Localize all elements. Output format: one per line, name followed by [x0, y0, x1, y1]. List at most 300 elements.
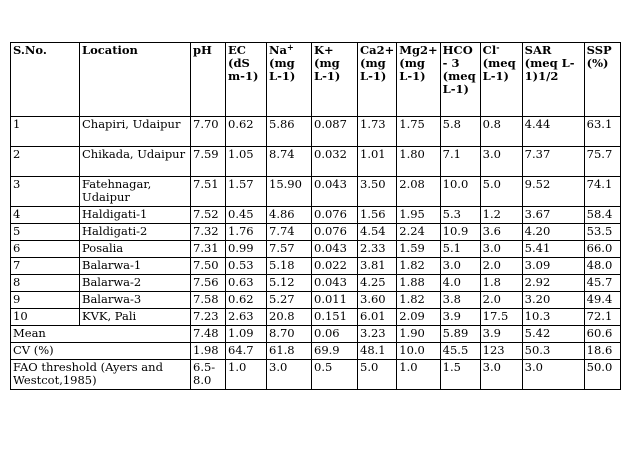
table-cell	[480, 224, 522, 241]
table-cell	[191, 241, 226, 258]
cell-value: 1.05	[228, 147, 254, 161]
table-cell	[312, 292, 358, 309]
table-row	[11, 177, 621, 207]
cell-value: 0.022	[314, 258, 347, 272]
table-cell	[312, 224, 358, 241]
header-row	[11, 43, 621, 117]
table-cell	[397, 258, 440, 275]
cell-value: 5.8	[442, 117, 461, 131]
cell-value: 1.2	[482, 207, 501, 221]
table-cell	[11, 207, 80, 224]
table-cell	[397, 275, 440, 292]
table-cell	[80, 177, 191, 207]
table-cell	[11, 292, 80, 309]
cell-value: 3	[13, 177, 21, 191]
column-header-text: SAR (meq L-1)1/2	[524, 43, 575, 83]
cell-value: 0.53	[228, 258, 254, 272]
cell-value: 3.81	[360, 258, 386, 272]
table-cell	[226, 275, 267, 292]
table-row	[11, 117, 621, 147]
table-cell	[358, 241, 397, 258]
cell-value: 2.0	[482, 292, 501, 306]
cell-value: 5	[13, 224, 21, 238]
cell-value: 1.82	[399, 292, 425, 306]
table-cell	[397, 147, 440, 177]
table-cell	[11, 309, 80, 326]
table-cell	[584, 207, 620, 224]
table-cell	[312, 241, 358, 258]
column-header	[522, 43, 584, 117]
superscript: +	[286, 42, 294, 52]
table-cell	[480, 275, 522, 292]
table-cell	[191, 292, 226, 309]
cell-value: 1.56	[360, 207, 386, 221]
table-cell	[480, 258, 522, 275]
cell-value: 5.41	[524, 241, 551, 255]
table-cell	[397, 292, 440, 309]
table-cell	[267, 360, 312, 390]
cell-value: 2.92	[524, 275, 551, 289]
cell-value: 8.70	[269, 326, 295, 340]
table-cell	[522, 224, 584, 241]
column-header-text: pH	[193, 43, 212, 57]
column-header-text: K+ (mg L-1)	[314, 43, 341, 83]
table-cell	[522, 275, 584, 292]
table-cell	[267, 224, 312, 241]
cell-value: 7.1	[442, 147, 461, 161]
cell-value: 1.98	[193, 343, 219, 357]
cell-value: KVK, Pali	[82, 309, 137, 323]
table-cell	[440, 147, 480, 177]
cell-value: 5.3	[442, 207, 461, 221]
cell-value: 7.58	[193, 292, 219, 306]
cell-value: 4.54	[360, 224, 386, 238]
column-header	[480, 43, 522, 117]
cell-value: 10.0	[442, 177, 469, 191]
column-header-text: Mg2+ (mg L-1)	[399, 43, 438, 83]
cell-value: 1.76	[228, 224, 254, 238]
cell-value: 3.0	[482, 360, 501, 374]
cell-value: 0.62	[228, 117, 254, 131]
table-cell	[440, 275, 480, 292]
table-cell	[397, 207, 440, 224]
table-cell	[191, 343, 226, 360]
table-cell	[80, 147, 191, 177]
cell-value: 2.08	[399, 177, 425, 191]
cell-value: 2	[13, 147, 21, 161]
table-cell	[584, 292, 620, 309]
table-cell	[584, 147, 620, 177]
table-cell	[440, 258, 480, 275]
cell-value: 3.8	[442, 292, 461, 306]
table-cell	[358, 177, 397, 207]
cell-value: 5.42	[524, 326, 551, 340]
cell-value: 3.9	[442, 309, 461, 323]
cell-value: 7.52	[193, 207, 219, 221]
table-cell	[191, 258, 226, 275]
cell-value: 5.1	[442, 241, 461, 255]
summary-row	[11, 343, 621, 360]
cell-value: 1.0	[399, 360, 418, 374]
cell-value: 48.0	[586, 258, 613, 272]
cell-value: 74.1	[586, 177, 613, 191]
cell-value: 8.74	[269, 147, 295, 161]
cell-value: 50.0	[586, 360, 613, 374]
table-cell	[11, 117, 80, 147]
table-cell	[267, 343, 312, 360]
summary-row	[11, 326, 621, 343]
column-header	[267, 43, 312, 117]
cell-value: 0.076	[314, 207, 347, 221]
table-cell	[440, 343, 480, 360]
cell-value: 6.5-8.0	[193, 360, 216, 387]
table-cell	[80, 117, 191, 147]
cell-value: 5.86	[269, 117, 295, 131]
table-cell	[358, 147, 397, 177]
table-cell	[440, 117, 480, 147]
cell-value: 0.45	[228, 207, 254, 221]
table-row	[11, 241, 621, 258]
table-cell	[226, 258, 267, 275]
column-header	[358, 43, 397, 117]
cell-value: 53.5	[586, 224, 613, 238]
table-cell	[397, 309, 440, 326]
cell-value: 1.90	[399, 326, 425, 340]
table-cell	[226, 117, 267, 147]
table-cell	[522, 309, 584, 326]
cell-value: 1.73	[360, 117, 386, 131]
column-header	[80, 43, 191, 117]
column-header-text: S.No.	[13, 43, 47, 57]
cell-value: 1.57	[228, 177, 254, 191]
table-cell	[522, 117, 584, 147]
column-header-text: Cl	[482, 43, 497, 57]
table-cell	[397, 360, 440, 390]
table-cell	[480, 360, 522, 390]
water-quality-table	[10, 42, 621, 390]
table-cell	[267, 147, 312, 177]
table-cell	[226, 241, 267, 258]
cell-value: 3.23	[360, 326, 386, 340]
column-header-text: HCO - 3 (meq L-1)	[442, 43, 476, 96]
table-cell	[267, 258, 312, 275]
cell-value: 3.50	[360, 177, 386, 191]
table-cell	[358, 258, 397, 275]
table-row	[11, 258, 621, 275]
table-cell	[80, 258, 191, 275]
cell-value: 2.09	[399, 309, 425, 323]
table-cell	[440, 309, 480, 326]
cell-value: 7.74	[269, 224, 295, 238]
table-cell	[480, 309, 522, 326]
cell-value: 1.5	[442, 360, 461, 374]
cell-value: 1.75	[399, 117, 425, 131]
table-cell	[80, 224, 191, 241]
table-cell	[480, 207, 522, 224]
cell-value: 3.67	[524, 207, 551, 221]
table-cell	[584, 258, 620, 275]
table-cell	[312, 207, 358, 224]
table-cell	[11, 258, 80, 275]
table-row	[11, 275, 621, 292]
cell-value: 45.7	[586, 275, 613, 289]
table-cell	[226, 326, 267, 343]
table-cell	[267, 275, 312, 292]
table-cell	[358, 224, 397, 241]
summary-label-text: Mean	[13, 326, 46, 340]
cell-value: 0.043	[314, 177, 347, 191]
table-cell	[267, 117, 312, 147]
table-cell	[358, 326, 397, 343]
cell-value: 0.076	[314, 224, 347, 238]
table-cell	[358, 292, 397, 309]
cell-value: 3.0	[482, 241, 501, 255]
table-cell	[480, 177, 522, 207]
table-cell	[226, 207, 267, 224]
table-cell	[522, 147, 584, 177]
cell-value: 2.0	[482, 258, 501, 272]
cell-value: 4.0	[442, 275, 461, 289]
table-cell	[226, 147, 267, 177]
summary-row	[11, 360, 621, 390]
cell-value: 0.5	[314, 360, 333, 374]
table-cell	[191, 360, 226, 390]
cell-value: 1.01	[360, 147, 386, 161]
cell-value: 0.99	[228, 241, 254, 255]
table-cell	[440, 292, 480, 309]
table-cell	[267, 177, 312, 207]
cell-value: 6	[13, 241, 21, 255]
table-cell	[440, 326, 480, 343]
table-cell	[226, 177, 267, 207]
cell-value: Posalia	[82, 241, 124, 255]
table-cell	[11, 275, 80, 292]
table-cell	[480, 326, 522, 343]
cell-value: 20.8	[269, 309, 295, 323]
table-cell	[522, 292, 584, 309]
cell-value: 5.27	[269, 292, 295, 306]
table-cell	[440, 241, 480, 258]
cell-value: 2.24	[399, 224, 425, 238]
table-cell	[358, 343, 397, 360]
cell-value: 1.8	[482, 275, 501, 289]
cell-value: 10.0	[399, 343, 425, 357]
table-cell	[191, 224, 226, 241]
cell-value: 10	[13, 309, 28, 323]
cell-value: 0.032	[314, 147, 347, 161]
table-cell	[267, 309, 312, 326]
table-cell	[480, 241, 522, 258]
table-cell	[584, 224, 620, 241]
cell-value: 0.8	[482, 117, 501, 131]
table-cell	[440, 207, 480, 224]
table-cell	[358, 117, 397, 147]
cell-value: 7.56	[193, 275, 219, 289]
table-cell	[397, 224, 440, 241]
column-header-text: EC (dS m-1)	[228, 43, 259, 83]
table-cell	[522, 360, 584, 390]
table-cell	[522, 177, 584, 207]
cell-value: 5.12	[269, 275, 295, 289]
table-cell	[80, 309, 191, 326]
table-cell	[11, 241, 80, 258]
table-cell	[522, 207, 584, 224]
cell-value: 8	[13, 275, 21, 289]
cell-value: 5.18	[269, 258, 295, 272]
cell-value: 7.57	[269, 241, 295, 255]
table-cell	[584, 275, 620, 292]
cell-value: 1.95	[399, 207, 425, 221]
table-cell	[226, 292, 267, 309]
cell-value: 3.0	[442, 258, 461, 272]
cell-value: 64.7	[228, 343, 254, 357]
cell-value: 7.51	[193, 177, 219, 191]
table-cell	[191, 147, 226, 177]
cell-value: 3.6	[482, 224, 501, 238]
table-cell	[397, 326, 440, 343]
table-row	[11, 309, 621, 326]
table-cell	[522, 326, 584, 343]
table-cell	[584, 241, 620, 258]
table-cell	[11, 177, 80, 207]
column-header	[584, 43, 620, 117]
cell-value: 1.80	[399, 147, 425, 161]
cell-value: 5.0	[360, 360, 379, 374]
cell-value: 0.151	[314, 309, 347, 323]
cell-value: 7.70	[193, 117, 219, 131]
table-cell	[522, 343, 584, 360]
cell-value: 15.90	[269, 177, 302, 191]
table-cell	[80, 292, 191, 309]
table-cell	[358, 360, 397, 390]
cell-value: 72.1	[586, 309, 613, 323]
cell-value: 3.9	[482, 326, 501, 340]
cell-value: 10.9	[442, 224, 469, 238]
table-cell	[226, 309, 267, 326]
table-cell	[312, 177, 358, 207]
table-cell	[191, 117, 226, 147]
cell-value: 10.3	[524, 309, 551, 323]
table-cell	[191, 207, 226, 224]
cell-value: 1.0	[228, 360, 247, 374]
cell-value: Chapiri, Udaipur	[82, 117, 181, 131]
cell-value: 48.1	[360, 343, 386, 357]
table-cell	[358, 309, 397, 326]
cell-value: Haldigati-2	[82, 224, 148, 238]
cell-value: 1.09	[228, 326, 254, 340]
table-cell	[80, 207, 191, 224]
table-cell	[522, 258, 584, 275]
cell-value: 5.89	[442, 326, 469, 340]
cell-value: 4.20	[524, 224, 551, 238]
table-cell	[397, 177, 440, 207]
table-cell	[191, 275, 226, 292]
table-cell	[358, 275, 397, 292]
cell-value: 75.7	[586, 147, 613, 161]
column-header-text: Ca2+ (mg L-1)	[360, 43, 395, 83]
table-cell	[11, 224, 80, 241]
table-cell	[584, 177, 620, 207]
cell-value: 0.043	[314, 241, 347, 255]
table-cell	[267, 292, 312, 309]
table-cell	[267, 326, 312, 343]
column-header	[312, 43, 358, 117]
cell-value: 0.06	[314, 326, 340, 340]
table-cell	[312, 343, 358, 360]
table-cell	[226, 360, 267, 390]
cell-value: 3.0	[482, 147, 501, 161]
cell-value: 63.1	[586, 117, 613, 131]
table-cell	[226, 343, 267, 360]
table-row	[11, 207, 621, 224]
cell-value: 17.5	[482, 309, 509, 323]
table-row	[11, 292, 621, 309]
cell-value: 7.50	[193, 258, 219, 272]
table-row	[11, 147, 621, 177]
superscript: -	[496, 42, 500, 52]
column-header-text: Na	[269, 43, 287, 57]
table-cell	[191, 326, 226, 343]
table-row	[11, 224, 621, 241]
cell-value: 2.63	[228, 309, 254, 323]
cell-value: Balarwa-2	[82, 275, 142, 289]
cell-value: 7.32	[193, 224, 219, 238]
cell-value: 61.8	[269, 343, 295, 357]
column-header	[191, 43, 226, 117]
cell-value: 7.48	[193, 326, 219, 340]
table-cell	[397, 117, 440, 147]
cell-value: Balarwa-1	[82, 258, 142, 272]
table-cell	[226, 224, 267, 241]
cell-value: 4.86	[269, 207, 295, 221]
table-cell	[584, 343, 620, 360]
cell-value: 3.20	[524, 292, 551, 306]
cell-value: 0.62	[228, 292, 254, 306]
cell-value: 49.4	[586, 292, 613, 306]
table-cell	[312, 360, 358, 390]
table-cell	[312, 258, 358, 275]
table-cell	[397, 343, 440, 360]
cell-value: 3.0	[269, 360, 288, 374]
table-cell	[191, 177, 226, 207]
cell-value: 45.5	[442, 343, 469, 357]
cell-value: Balarwa-3	[82, 292, 142, 306]
cell-value: 3.09	[524, 258, 551, 272]
column-header-unit: (mg L-1)	[269, 56, 296, 83]
column-header	[397, 43, 440, 117]
cell-value: 9	[13, 292, 21, 306]
table-cell	[522, 241, 584, 258]
table-cell	[440, 177, 480, 207]
cell-value: 0.087	[314, 117, 347, 131]
cell-value: 4.25	[360, 275, 386, 289]
cell-value: 9.52	[524, 177, 551, 191]
cell-value: Haldigati-1	[82, 207, 148, 221]
table-cell	[440, 224, 480, 241]
column-header	[11, 43, 80, 117]
table-cell	[312, 117, 358, 147]
table-cell	[584, 309, 620, 326]
cell-value: Chikada, Udaipur	[82, 147, 186, 161]
cell-value: 7.23	[193, 309, 219, 323]
cell-value: 0.63	[228, 275, 254, 289]
summary-label	[11, 343, 191, 360]
cell-value: 1.88	[399, 275, 425, 289]
table-cell	[80, 275, 191, 292]
cell-value: 3.60	[360, 292, 386, 306]
cell-value: 1.82	[399, 258, 425, 272]
table-cell	[358, 207, 397, 224]
